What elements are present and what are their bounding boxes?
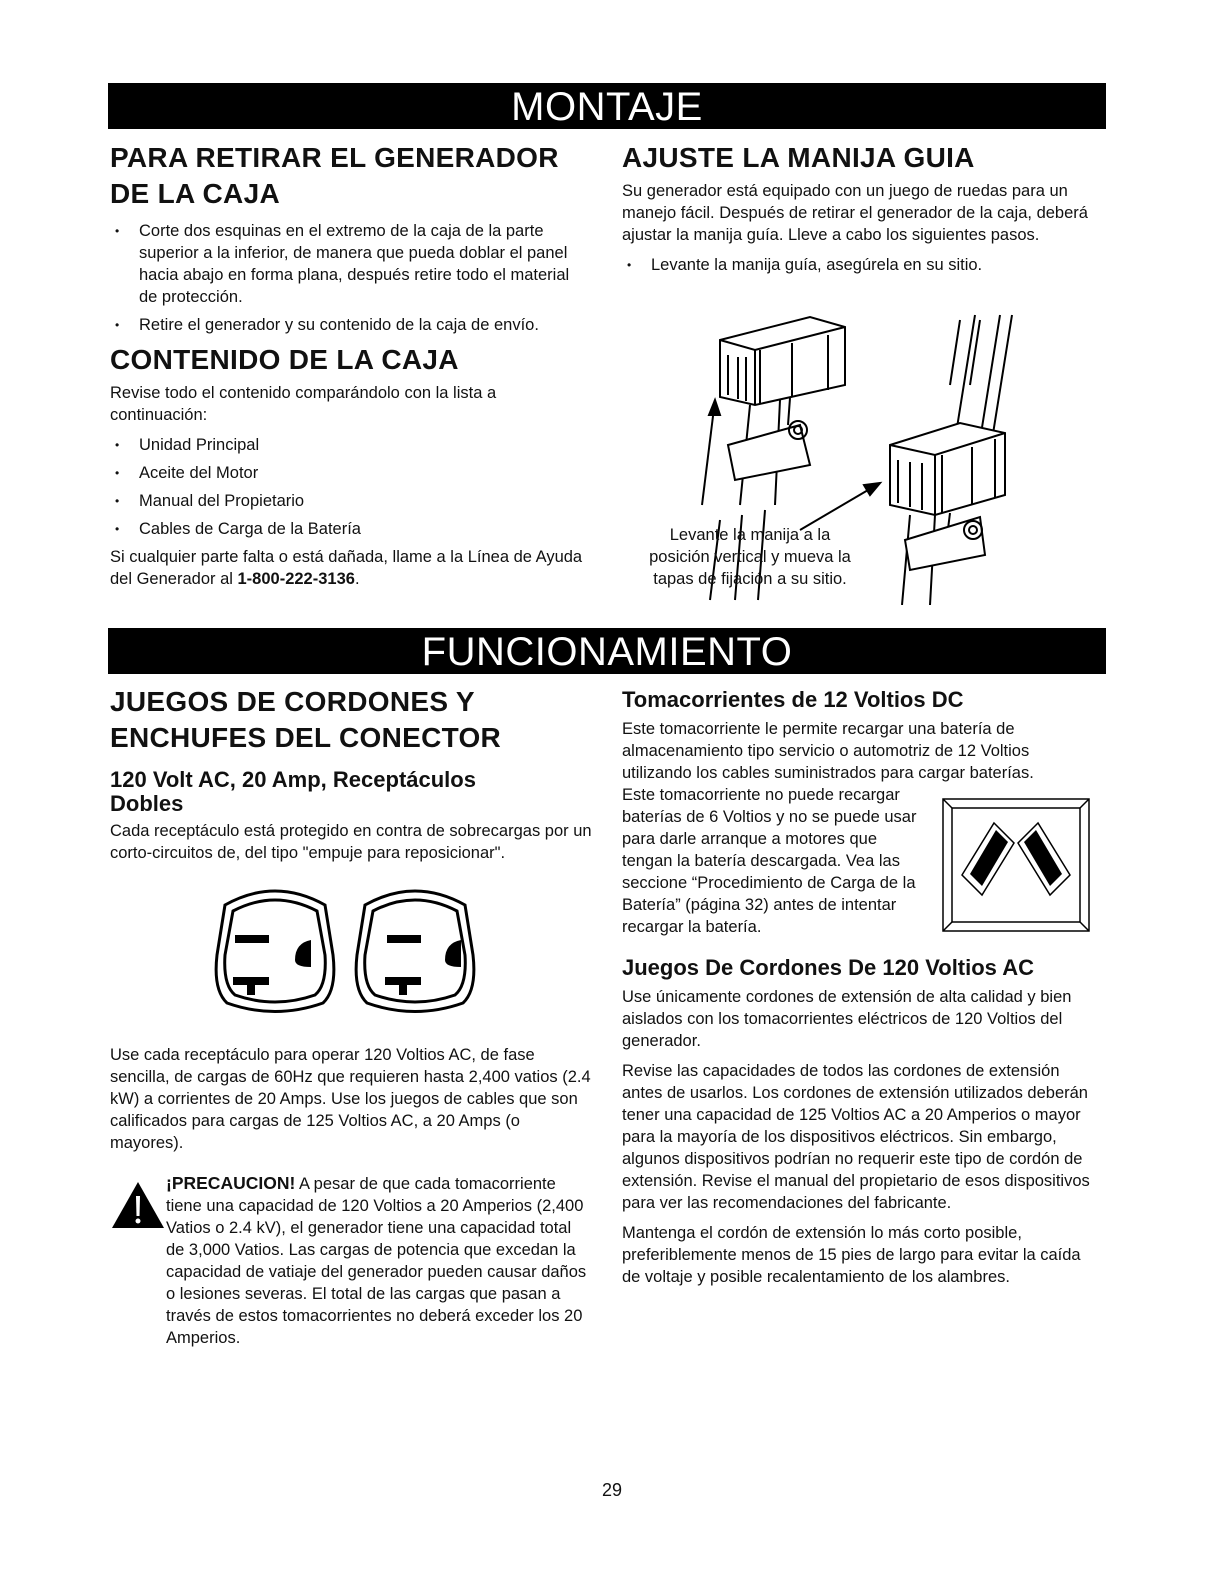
list-item: • Unidad Principal [110, 434, 590, 456]
heading-retirar-line2: DE LA CAJA [110, 178, 280, 209]
left-column-funcionamiento [110, 684, 592, 864]
caption-line: tapas de fijación a su sitio. [653, 570, 847, 588]
cordones-p3: Mantenga el cordón de extensión lo más corto posible, preferiblemente menos de 15 pies de largo para evitar la caída de voltaje y posible recalentamiento de los alambres. [622, 1224, 1081, 1286]
ajuste-bullets [622, 254, 1102, 276]
heading-ajuste: AJUSTE LA MANIJA GUIA [622, 142, 975, 173]
receptaculos-usage: Use cada receptáculo para operar 120 Voltios AC, de fase sencilla, de cargas de 60Hz que requieren hasta 2,400 vatios (2.4 kW) a corrientes de 20 Amps. Use los juegos de cables que son calificados para cargas de 125 Voltios AC, a 20 Amps (o mayores). [110, 1046, 591, 1152]
retirar-bullets [110, 220, 590, 336]
right-column-funcionamiento [622, 688, 1102, 1288]
heading-dc: Tomacorrientes de 12 Voltios DC [622, 687, 964, 712]
list-item: • Levante la manija guía, asegúrela en su sitio. [622, 254, 1102, 276]
contenido-note-text: Si cualquier parte falta o está dañada, llame a la Línea de Ayuda del Generador al [110, 548, 583, 588]
caption-line: Levante la manija a la [669, 526, 831, 544]
list-item: • Aceite del Motor [110, 462, 590, 484]
heading-cordones: Juegos De Cordones De 120 Voltios AC [622, 955, 1034, 980]
usage-block [110, 1044, 592, 1154]
right-column-montaje [622, 140, 1102, 282]
left-column-montaje [110, 140, 590, 590]
list-item: • Retire el generador y su contenido de la caja de envío. [110, 314, 590, 336]
caption-line: posición vertical y mueva la [649, 548, 851, 566]
dc-body-1: Este tomacorriente le permite recargar una batería de almacenamiento tipo servicio o automotriz de 12 Voltios utilizando los cables suministrados para cargar baterías. [622, 720, 1034, 782]
heading-retirar-line1: PARA RETIRAR EL GENERADOR [110, 142, 559, 173]
list-item: • Cables de Carga de la Batería [110, 518, 590, 540]
heading-contenido: CONTENIDO DE LA CAJA [110, 344, 459, 375]
caution-body: A pesar de que cada tomacorriente tiene una capacidad de 120 Voltios a 20 Amperios (2,400 Vatios o 2.4 kV), el generador tiene una capacidad total de 3,000 Vatios. Las cargas de potencia que excedan la capacidad de vatiaje del generador pueden causar daños o lesiones severas. El total de las cargas que pasan a través de estos tomacorrientes no deberá exceder los 20 Amperios. [166, 1175, 587, 1347]
cordones-p1: Use únicamente cordones de extensión de alta calidad y bien aislados con los tomacorrientes eléctricos de 120 Voltios del generador. [622, 988, 1072, 1050]
dc-receptacle-illustration [942, 798, 1090, 932]
warning-triangle-icon [110, 1180, 166, 1230]
heading-retirar [110, 140, 590, 212]
receptaculos-body: Cada receptáculo está protegido en contra de sobrecargas por un corto-circuitos de, del tipo "empuje para reposicionar". [110, 822, 592, 862]
caution-label: ¡PRECAUCION! [166, 1173, 296, 1193]
ajuste-body: Su generador está equipado con un juego de ruedas para un manejo fácil. Después de retirar el generador de la caja, deberá ajustar la manija guía. Lleve a cabo los siguientes pasos. [622, 182, 1088, 244]
handle-figure-caption [625, 524, 875, 590]
contenido-note-end: . [354, 570, 360, 588]
heading-juegos [110, 684, 592, 756]
dc-body-2: Este tomacorriente no puede recargar baterías de 6 Voltios y no se puede usar para darle arranque a motores que tengan la batería descargada. Vea las seccione “Procedimiento de Carga de la Batería” (página 32) antes de intentar recargar la batería. [622, 786, 917, 936]
contenido-note [110, 546, 590, 590]
list-item: • Manual del Propietario [110, 490, 590, 512]
contenido-items [110, 434, 590, 540]
contenido-intro: Revise todo el contenido comparándolo con la lista a continuación: [110, 384, 497, 424]
section-banner-montaje: MONTAJE [108, 83, 1106, 129]
heading-juegos-line1: JUEGOS DE CORDONES Y [110, 686, 475, 717]
section-banner-funcionamiento: FUNCIONAMIENTO [108, 628, 1106, 674]
heading-receptaculos-line1: 120 Volt AC, 20 Amp, Receptáculos [110, 767, 476, 792]
cordones-p2: Revise las capacidades de todos las cordones de extensión antes de usarlos. Los cordones de extensión utilizados deberán tener una capacidad de 125 Voltios AC a 20 Amperios o mayor para la mayoría de los dispositivos eléctricos. Sin embargo, algunos dispositivos podrían no requerir este tipo de cordón de extensión. Revise el manual del propietario de esos dispositivos para ver las recomendaciones del fabricante. [622, 1062, 1090, 1212]
list-item: • Corte dos esquinas en el extremo de la caja de la parte superior a la inferior, de manera que pueda doblar el panel hacia abajo en forma plana, después retire todo el material de protección. [110, 220, 590, 308]
caution-block [166, 1172, 594, 1349]
duplex-receptacle-illustration [205, 885, 495, 1015]
page-number: 29 [601, 1480, 623, 1500]
heading-receptaculos [110, 768, 592, 816]
heading-juegos-line2: ENCHUFES DEL CONECTOR [110, 722, 502, 753]
heading-receptaculos-line2: Dobles [110, 791, 184, 816]
helpline-phone: 1-800-222-3136 [237, 570, 355, 588]
caution-text [166, 1172, 594, 1349]
